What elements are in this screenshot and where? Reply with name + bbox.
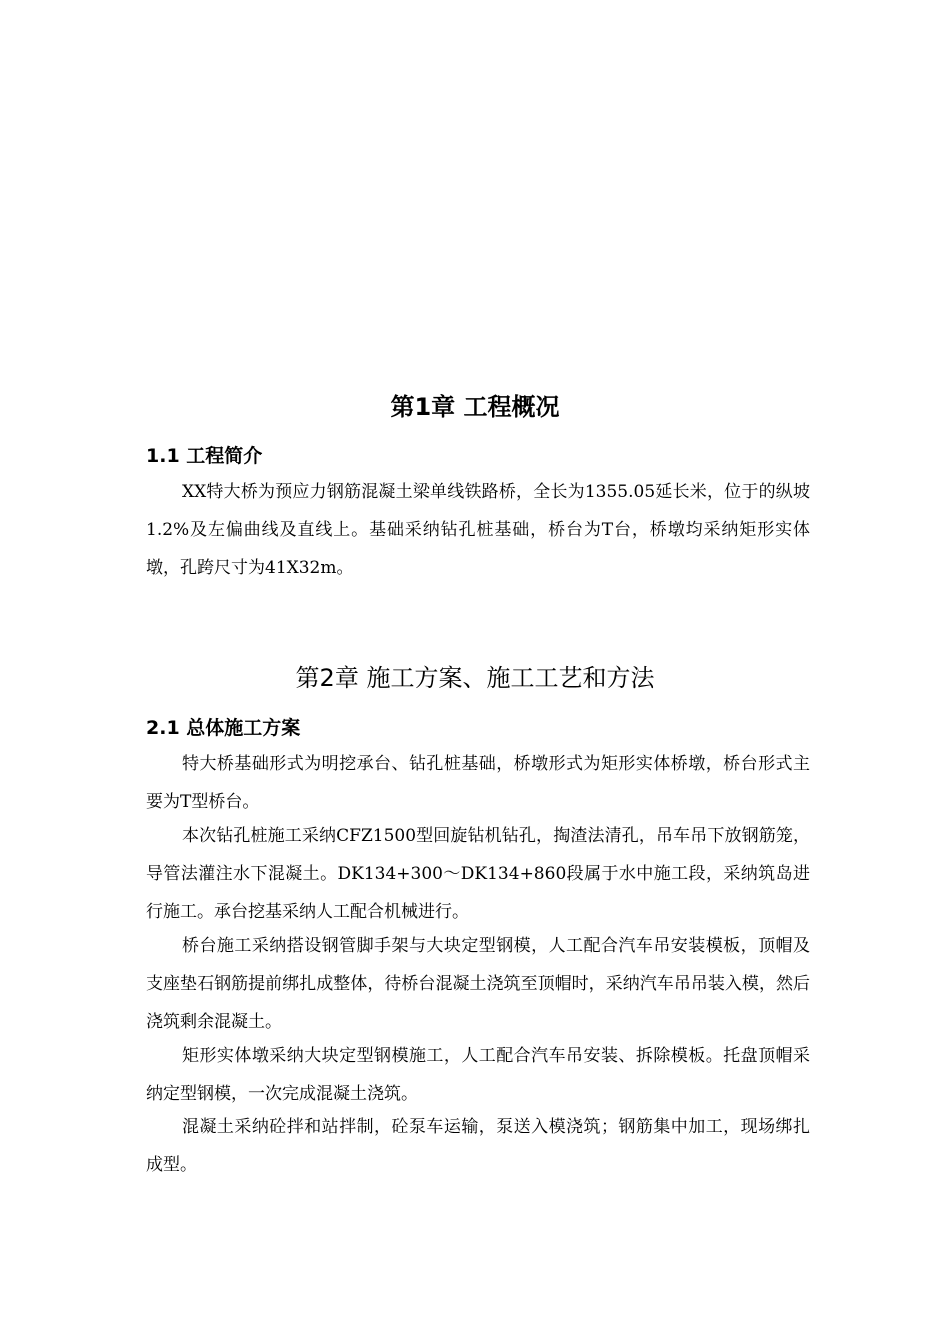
section-2-1-title: 2.1 总体施工方案 [146,717,301,739]
section-2-1-paragraph-4: 矩形实体墩采纳大块定型钢模施工，人工配合汽车吊安装、拆除模板。托盘顶帽采纳定型钢模，一次完成混凝土浇筑。 [146,1046,810,1104]
chapter-2-title: 第2章 施工方案、施工工艺和方法 [295,664,655,692]
section-2-1-paragraph-5: 混凝土采纳砼拌和站拌制，砼泵车运输，泵送入模浇筑；钢筋集中加工，现场绑扎成型。 [146,1117,810,1175]
section-2-1-paragraph-1: 特大桥基础形式为明挖承台、钻孔桩基础，桥墩形式为矩形实体桥墩，桥台形式主要为T型桥台。 [146,754,810,812]
section-2-1-paragraph-3: 桥台施工采纳搭设钢管脚手架与大块定型钢模，人工配合汽车吊安装模板，顶帽及支座垫石钢筋提前绑扎成整体，待桥台混凝土浇筑至顶帽时，采纳汽车吊吊装入模，然后浇筑剩余混凝土。 [146,936,810,1032]
chapter-1-title: 第1章 工程概况 [390,393,560,421]
section-2-1-paragraph-2: 本次钻孔桩施工采纳CFZ1500型回旋钻机钻孔，掏渣法清孔，吊车吊下放钢筋笼，导管法灌注水下混凝土。DK134+300～DK134+860段属于水中施工段，采纳筑岛进行施工。承台挖基采纳人工配合机械进行。 [146,826,810,922]
section-1-1-title: 1.1 工程简介 [146,445,263,467]
section-1-1-paragraph: XX特大桥为预应力钢筋混凝土梁单线铁路桥，全长为1355.05延长米，位于的纵坡1.2%及左偏曲线及直线上。基础采纳钻孔桩基础，桥台为T台，桥墩均采纳矩形实体墩，孔跨尺寸为41X32m。 [146,482,810,578]
